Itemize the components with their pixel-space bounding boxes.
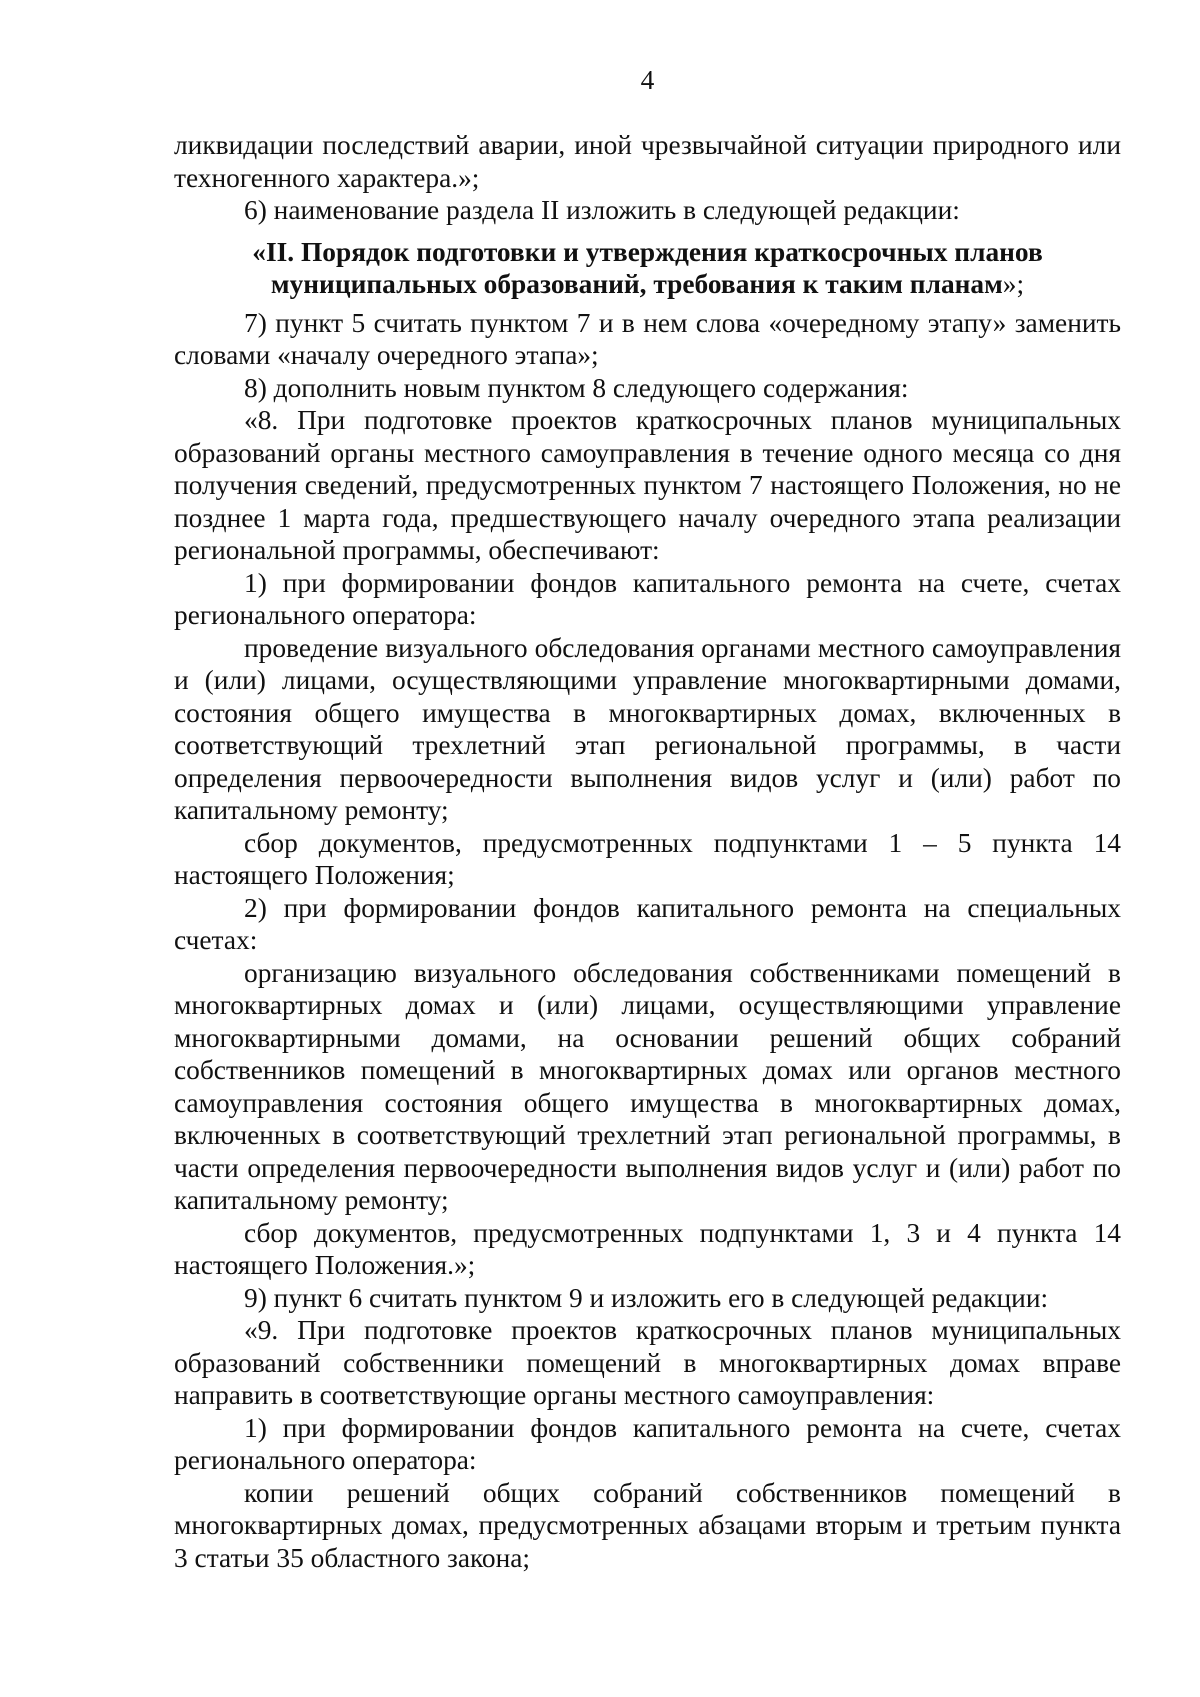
section-heading-line-1: «II. Порядок подготовки и утверждения краткосрочных планов: [252, 236, 1043, 267]
paragraph-decision-copies: копии решений общих собраний собственников помещений в многоквартирных домах, предусмотренных абзацами вторым и третьим пункта 3 статьи 35 областного закона;: [174, 1477, 1121, 1573]
paragraph-point-9: «9. При подготовке проектов краткосрочных планов муниципальных образований собственники помещений в многоквартирных домах вправе направить в соответствующие органы местного самоуправления:: [174, 1315, 1121, 1410]
section-heading-line-2-tail: »;: [1002, 268, 1025, 299]
paragraph-item-7: 7) пункт 5 считать пунктом 7 и в нем слова «очередному этапу» заменить словами «началу очередного этапа»;: [174, 307, 1121, 370]
section-heading: [174, 236, 1121, 300]
paragraph-subitem-2: 2) при формировании фондов капитального ремонта на специальных счетах:: [174, 892, 1121, 955]
paragraph-visual-inspection: проведение визуального обследования органами местного самоуправления и (или) лицами, осуществляющими управление многоквартирными домами, состояния общего имущества в многоквартирных домах, включенных в соответствующий трехлетний этап региональной программы, в части определения первоочередности выполнения видов услуг и (или) работ по капитальному ремонту;: [174, 632, 1121, 825]
paragraph-point-8: «8. При подготовке проектов краткосрочных планов муниципальных образований органы местного самоуправления в течение одного месяца со дня получения сведений, предусмотренных пунктом 7 настоящего Положения, но не позднее 1 марта года, предшествующего началу очередного этапа реализации региональной программы, обеспечивают:: [174, 405, 1121, 565]
paragraph-item-6: 6) наименование раздела II изложить в следующей редакции:: [244, 195, 960, 225]
paragraph-continuation: ликвидации последствий аварии, иной чрезвычайной ситуации природного или техногенного характера.»;: [174, 130, 1121, 193]
paragraph-subitem-1-second: 1) при формировании фондов капитального ремонта на счете, счетах регионального оператора:: [174, 1412, 1121, 1475]
paragraph-item-9: 9) пункт 6 считать пунктом 9 и изложить его в следующей редакции:: [244, 1282, 1049, 1313]
paragraph-document-collection-2: сбор документов, предусмотренных подпунктами 1, 3 и 4 пункта 14 настоящего Положения.»;: [174, 1217, 1121, 1280]
page-number: 4: [640, 65, 655, 95]
paragraph-document-collection-1: сбор документов, предусмотренных подпунктами 1 – 5 пункта 14 настоящего Положения;: [174, 827, 1121, 890]
paragraph-subitem-1: 1) при формировании фондов капитального ремонта на счете, счетах регионального оператора:: [174, 567, 1121, 630]
section-heading-line-2-text: муниципальных образований, требования к таким планам: [270, 268, 1003, 299]
paragraph-item-8: 8) дополнить новым пунктом 8 следующего содержания:: [244, 372, 909, 403]
paragraph-inspection-organization: организацию визуального обследования собственниками помещений в многоквартирных домах и (или) лицами, осуществляющими управление многоквартирными домами, на основании решений общих собраний собственников помещений в многоквартирных домах или органов местного самоуправления состояния общего имущества в многоквартирных домах, включенных в соответствующий трехлетний этап региональной программы, в части определения первоочередности выполнения видов услуг и (или) работ по капитальному ремонту;: [174, 957, 1121, 1215]
section-heading-line-2: [174, 268, 1121, 300]
